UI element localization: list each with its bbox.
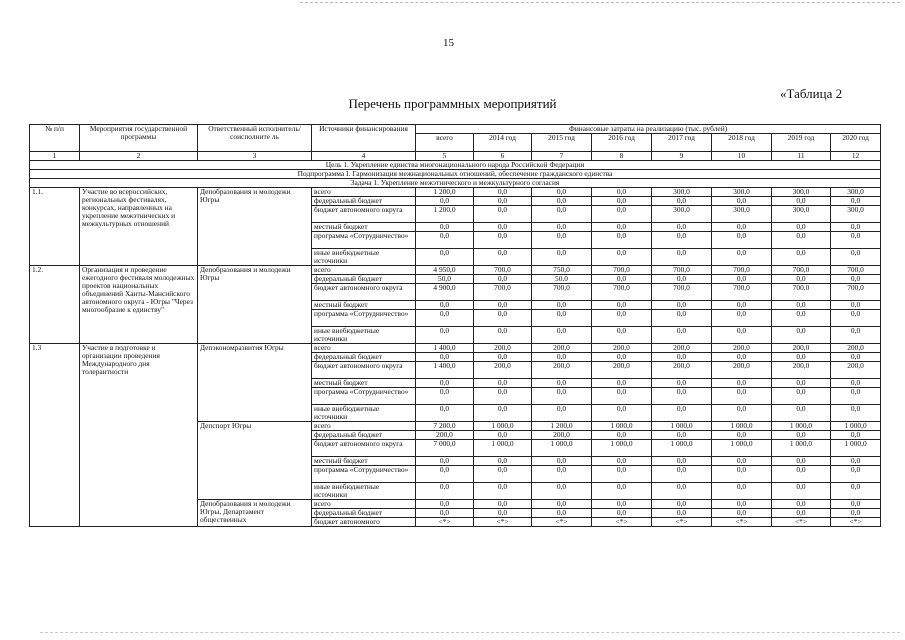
amount-cell: 0,0 [532,249,592,266]
amount-cell: 1 000,0 [652,422,712,431]
funding-source: федеральный бюджет [312,431,416,440]
amount-cell: 0,0 [416,249,474,266]
funding-source: программа «Сотрудничество» [312,466,416,483]
header-year: 2016 год [592,134,652,152]
amount-cell: 0,0 [592,275,652,284]
amount-cell: 0,0 [712,500,772,509]
column-number: 11 [772,152,831,161]
amount-cell: 0,0 [652,379,712,388]
amount-cell: 0,0 [592,206,652,223]
amount-cell: 0,0 [592,500,652,509]
amount-cell: 0,0 [772,431,831,440]
amount-cell: 0,0 [652,301,712,310]
amount-cell: 0,0 [416,197,474,206]
column-number: 1 [30,152,80,161]
amount-cell: 700,0 [474,266,532,275]
amount-cell: 0,0 [532,509,592,518]
amount-cell: 0,0 [474,249,532,266]
amount-cell: 0,0 [652,223,712,232]
amount-cell: 1 000,0 [712,440,772,457]
amount-cell: <*> [416,518,474,527]
document-title: Перечень программных мероприятий [348,96,557,111]
amount-cell: 0,0 [474,388,532,405]
amount-cell: <*> [532,518,592,527]
header-year: 2015 год [532,134,592,152]
amount-cell: 1 000,0 [652,440,712,457]
item-executor: Депобразования и молодежи Югры [198,266,312,344]
amount-cell: 0,0 [532,197,592,206]
funding-source: всего [312,344,416,353]
amount-cell: 0,0 [592,249,652,266]
amount-cell: 200,0 [772,344,831,353]
amount-cell: 0,0 [474,188,532,197]
amount-cell: 1 000,0 [474,440,532,457]
amount-cell: 0,0 [416,388,474,405]
amount-cell: 1 000,0 [712,422,772,431]
amount-cell: 0,0 [831,388,881,405]
item-activity: Организация и проведение ежегодного фестиваля молодежных проектов национальных объединений Ханты-Мансийского автономного округа - Югры "Через многообразие к единству" [80,266,198,344]
amount-cell: 1 000,0 [592,422,652,431]
funding-source: местный бюджет [312,223,416,232]
amount-cell: 0,0 [772,327,831,344]
amount-cell: 0,0 [416,466,474,483]
amount-cell: 0,0 [831,275,881,284]
amount-cell: 0,0 [416,457,474,466]
column-number: 6 [474,152,532,161]
amount-cell: 0,0 [772,301,831,310]
item-executor: Депобразования и молодежи Югры, Департамент общественных [198,500,312,527]
subprogram-row [30,170,881,179]
column-number: 8 [592,152,652,161]
amount-cell: 0,0 [831,379,881,388]
amount-cell: 0,0 [772,500,831,509]
amount-cell: 0,0 [532,379,592,388]
amount-cell: 0,0 [532,223,592,232]
amount-cell: 200,0 [474,362,532,379]
amount-cell: 0,0 [712,249,772,266]
amount-cell: 0,0 [831,223,881,232]
amount-cell: 0,0 [532,483,592,500]
amount-cell: 0,0 [532,206,592,223]
amount-cell: <*> [652,518,712,527]
amount-cell: 0,0 [592,509,652,518]
header-year: 2014 год [474,134,532,152]
amount-cell: 300,0 [831,188,881,197]
amount-cell: 700,0 [712,284,772,301]
amount-cell: 0,0 [592,353,652,362]
amount-cell: 0,0 [652,327,712,344]
amount-cell: 0,0 [712,310,772,327]
amount-cell: 200,0 [416,431,474,440]
funding-source: местный бюджет [312,301,416,310]
amount-cell: 0,0 [831,310,881,327]
header-year: 2020 год [831,134,881,152]
funding-source: бюджет автономного округа [312,440,416,457]
funding-source: иные внебюджетные источники [312,327,416,344]
amount-cell: 0,0 [416,232,474,249]
funding-source: федеральный бюджет [312,275,416,284]
header-financing: Финансовые затраты на реализацию (тыс. рублей) [416,125,881,134]
amount-cell: 0,0 [592,388,652,405]
amount-cell: 0,0 [532,188,592,197]
amount-cell: <*> [772,518,831,527]
amount-cell: 0,0 [772,509,831,518]
amount-cell: 1 200,0 [416,188,474,197]
header-year: 2018 год [712,134,772,152]
amount-cell: 200,0 [712,362,772,379]
amount-cell: 0,0 [712,405,772,422]
amount-cell: 750,0 [532,266,592,275]
amount-cell: 0,0 [712,353,772,362]
amount-cell: 700,0 [772,284,831,301]
amount-cell: 0,0 [474,500,532,509]
amount-cell: 1 000,0 [772,440,831,457]
amount-cell: 0,0 [831,249,881,266]
amount-cell: 0,0 [772,388,831,405]
amount-cell: 200,0 [532,431,592,440]
subprogram-text: Подпрограмма I. Гармонизация межнациональных отношений, обеспечение гражданского единства [30,170,881,179]
amount-cell: 0,0 [712,223,772,232]
amount-cell: 200,0 [712,344,772,353]
amount-cell: 0,0 [416,327,474,344]
goal-row [30,161,881,170]
amount-cell: 0,0 [652,310,712,327]
funding-source: всего [312,266,416,275]
amount-cell: 0,0 [592,457,652,466]
amount-cell: 0,0 [831,353,881,362]
amount-cell: 0,0 [474,275,532,284]
header-year: всего [416,134,474,152]
amount-cell: 0,0 [592,483,652,500]
amount-cell: 200,0 [831,344,881,353]
amount-cell: 300,0 [712,206,772,223]
amount-cell: <*> [712,518,772,527]
item-executor: Депобразования и молодежи Югры [198,188,312,266]
header-no: № п/п [30,125,80,152]
amount-cell: 0,0 [831,405,881,422]
amount-cell: 0,0 [652,405,712,422]
amount-cell: 1 000,0 [831,422,881,431]
item-number: 1.1. [30,188,80,266]
amount-cell: 0,0 [532,327,592,344]
amount-cell: 0,0 [772,197,831,206]
amount-cell: 0,0 [772,483,831,500]
funding-source: федеральный бюджет [312,353,416,362]
funding-source: бюджет автономного округа [312,206,416,223]
item-activity: Участие во всероссийских, региональных фестивалях, конкурсах, направленных на укрепление межэтнических и межкультурных отношений [80,188,198,266]
amount-cell: 0,0 [712,388,772,405]
column-numbers-row [30,152,881,161]
amount-cell: 0,0 [652,232,712,249]
amount-cell: 0,0 [532,301,592,310]
amount-cell: 300,0 [652,188,712,197]
amount-cell: 0,0 [532,405,592,422]
amount-cell: 300,0 [712,188,772,197]
amount-cell: 700,0 [652,284,712,301]
amount-cell: 0,0 [652,431,712,440]
column-number: 5 [416,152,474,161]
amount-cell: 300,0 [772,206,831,223]
amount-cell: 200,0 [592,344,652,353]
funding-source: программа «Сотрудничество» [312,388,416,405]
amount-cell: 0,0 [592,232,652,249]
amount-cell: 0,0 [831,431,881,440]
amount-cell: 0,0 [592,301,652,310]
table-row [30,344,881,353]
funding-source: программа «Сотрудничество» [312,232,416,249]
task-row [30,179,881,188]
funding-source: иные внебюджетные источники [312,405,416,422]
column-number: 7 [532,152,592,161]
item-activity: Участие в подготовке и организации проведения Международного дня толерантности [80,344,198,527]
amount-cell: 7 200,0 [416,422,474,431]
funding-source: федеральный бюджет [312,509,416,518]
amount-cell: 0,0 [416,509,474,518]
activities-table [29,124,881,527]
funding-source: иные внебюджетные источники [312,483,416,500]
amount-cell: 0,0 [592,197,652,206]
table-label: «Таблица 2 [780,86,843,101]
amount-cell: 0,0 [416,405,474,422]
task-text: Задача 1. Укрепление межэтнического и межкультурного согласия [30,179,881,188]
amount-cell: 1 000,0 [772,422,831,431]
amount-cell: 0,0 [831,509,881,518]
column-number: 12 [831,152,881,161]
amount-cell: 1 200,0 [532,422,592,431]
amount-cell: 0,0 [592,431,652,440]
amount-cell: 0,0 [532,500,592,509]
amount-cell: 0,0 [652,457,712,466]
amount-cell: 0,0 [772,275,831,284]
amount-cell: 0,0 [772,310,831,327]
amount-cell: 0,0 [474,457,532,466]
amount-cell: 300,0 [772,188,831,197]
amount-cell: 0,0 [772,405,831,422]
amount-cell: 200,0 [831,362,881,379]
amount-cell: 0,0 [652,249,712,266]
scan-artifact-top [300,2,900,4]
amount-cell: 0,0 [831,457,881,466]
amount-cell: 0,0 [652,353,712,362]
amount-cell: 700,0 [831,284,881,301]
amount-cell: 0,0 [474,223,532,232]
amount-cell: 0,0 [592,223,652,232]
amount-cell: 0,0 [474,197,532,206]
column-number: 3 [198,152,312,161]
amount-cell: 0,0 [712,327,772,344]
amount-cell: 0,0 [712,466,772,483]
amount-cell: 0,0 [831,483,881,500]
amount-cell: 0,0 [474,301,532,310]
amount-cell: 0,0 [416,379,474,388]
amount-cell: 0,0 [474,466,532,483]
amount-cell: 0,0 [772,353,831,362]
amount-cell: 1 400,0 [416,344,474,353]
amount-cell: 0,0 [652,509,712,518]
funding-source: местный бюджет [312,379,416,388]
column-number: 2 [80,152,198,161]
amount-cell: 1 000,0 [831,440,881,457]
header-executor: Ответственный исполнитель/соисполните ль [198,125,312,152]
amount-cell: 0,0 [831,232,881,249]
item-executor: Депспорт Югры [198,422,312,500]
amount-cell: 0,0 [474,509,532,518]
amount-cell: 700,0 [532,284,592,301]
amount-cell: 0,0 [712,431,772,440]
amount-cell: 0,0 [652,466,712,483]
amount-cell: 700,0 [592,266,652,275]
page-number: 15 [443,37,454,49]
amount-cell: 50,0 [416,275,474,284]
amount-cell: 200,0 [652,344,712,353]
header-year: 2017 год [652,134,712,152]
amount-cell: 0,0 [831,466,881,483]
amount-cell: 0,0 [416,310,474,327]
amount-cell: 0,0 [474,483,532,500]
amount-cell: 0,0 [712,379,772,388]
amount-cell: 0,0 [416,301,474,310]
amount-cell: 0,0 [474,206,532,223]
amount-cell: 700,0 [652,266,712,275]
item-executor: Депэкономразвития Югры [198,344,312,422]
amount-cell: 0,0 [652,483,712,500]
amount-cell: 1 000,0 [532,440,592,457]
goal-text: Цель 1. Укрепление единства многонационального народа Российской Федерации [30,161,881,170]
amount-cell: 0,0 [772,379,831,388]
amount-cell: 0,0 [474,232,532,249]
amount-cell: 0,0 [532,232,592,249]
amount-cell: 0,0 [592,327,652,344]
amount-cell: 0,0 [474,327,532,344]
amount-cell: 0,0 [532,457,592,466]
amount-cell: 0,0 [772,223,831,232]
amount-cell: 0,0 [532,353,592,362]
amount-cell: 0,0 [474,353,532,362]
amount-cell: 200,0 [652,362,712,379]
amount-cell: 7 000,0 [416,440,474,457]
funding-source: бюджет автономного округа [312,284,416,301]
amount-cell: 0,0 [474,431,532,440]
amount-cell: 1 200,0 [416,206,474,223]
funding-source: федеральный бюджет [312,197,416,206]
header-sources: Источники финансирования [312,125,416,152]
amount-cell: 0,0 [416,500,474,509]
amount-cell: <*> [831,518,881,527]
amount-cell: 700,0 [592,284,652,301]
amount-cell: 1 000,0 [592,440,652,457]
amount-cell: 0,0 [652,275,712,284]
header-activity: Мероприятия государственной программы [80,125,198,152]
amount-cell: 200,0 [532,362,592,379]
funding-source: бюджет автономного [312,518,416,527]
amount-cell: 0,0 [416,353,474,362]
amount-cell: 0,0 [712,232,772,249]
amount-cell: 0,0 [474,379,532,388]
amount-cell: 0,0 [772,232,831,249]
amount-cell: 0,0 [831,500,881,509]
column-number: 10 [712,152,772,161]
amount-cell: 0,0 [592,466,652,483]
funding-source: бюджет автономного округа [312,362,416,379]
funding-source: иные внебюджетные источники [312,249,416,266]
amount-cell: 4 950,0 [416,266,474,275]
scan-artifact-bottom [40,632,900,634]
amount-cell: 0,0 [416,483,474,500]
amount-cell: 0,0 [712,457,772,466]
amount-cell: 0,0 [772,457,831,466]
amount-cell: 0,0 [652,500,712,509]
amount-cell: 0,0 [712,197,772,206]
amount-cell: 0,0 [712,275,772,284]
amount-cell: 700,0 [712,266,772,275]
amount-cell: 700,0 [772,266,831,275]
amount-cell: 0,0 [592,310,652,327]
column-number: 4 [312,152,416,161]
header-year: 2019 год [772,134,831,152]
header-row [30,125,881,134]
amount-cell: 0,0 [592,405,652,422]
amount-cell: 0,0 [831,301,881,310]
amount-cell: 0,0 [831,327,881,344]
amount-cell: 0,0 [652,197,712,206]
amount-cell: 0,0 [712,509,772,518]
amount-cell: 0,0 [592,188,652,197]
amount-cell: 0,0 [712,483,772,500]
amount-cell: 0,0 [772,249,831,266]
funding-source: местный бюджет [312,457,416,466]
amount-cell: <*> [592,518,652,527]
amount-cell: 0,0 [416,223,474,232]
amount-cell: 1 400,0 [416,362,474,379]
amount-cell: 0,0 [712,301,772,310]
amount-cell: 0,0 [474,405,532,422]
item-number: 1.3 [30,344,80,527]
amount-cell: 300,0 [831,206,881,223]
amount-cell: 700,0 [474,284,532,301]
table-row [30,266,881,275]
column-number: 9 [652,152,712,161]
amount-cell: 1 000,0 [474,422,532,431]
amount-cell: 0,0 [532,388,592,405]
amount-cell: 200,0 [474,344,532,353]
amount-cell: 700,0 [831,266,881,275]
amount-cell: 0,0 [532,466,592,483]
amount-cell: 0,0 [652,388,712,405]
amount-cell: 0,0 [474,310,532,327]
funding-source: всего [312,188,416,197]
amount-cell: 0,0 [592,379,652,388]
amount-cell: 0,0 [532,310,592,327]
amount-cell: 50,0 [532,275,592,284]
amount-cell: 200,0 [532,344,592,353]
amount-cell: 4 900,0 [416,284,474,301]
amount-cell: 0,0 [831,197,881,206]
amount-cell: <*> [474,518,532,527]
item-number: 1.2. [30,266,80,344]
amount-cell: 200,0 [772,362,831,379]
funding-source: программа «Сотрудничество» [312,310,416,327]
amount-cell: 0,0 [772,466,831,483]
amount-cell: 300,0 [652,206,712,223]
funding-source: всего [312,422,416,431]
table-row [30,188,881,197]
amount-cell: 200,0 [592,362,652,379]
funding-source: всего [312,500,416,509]
